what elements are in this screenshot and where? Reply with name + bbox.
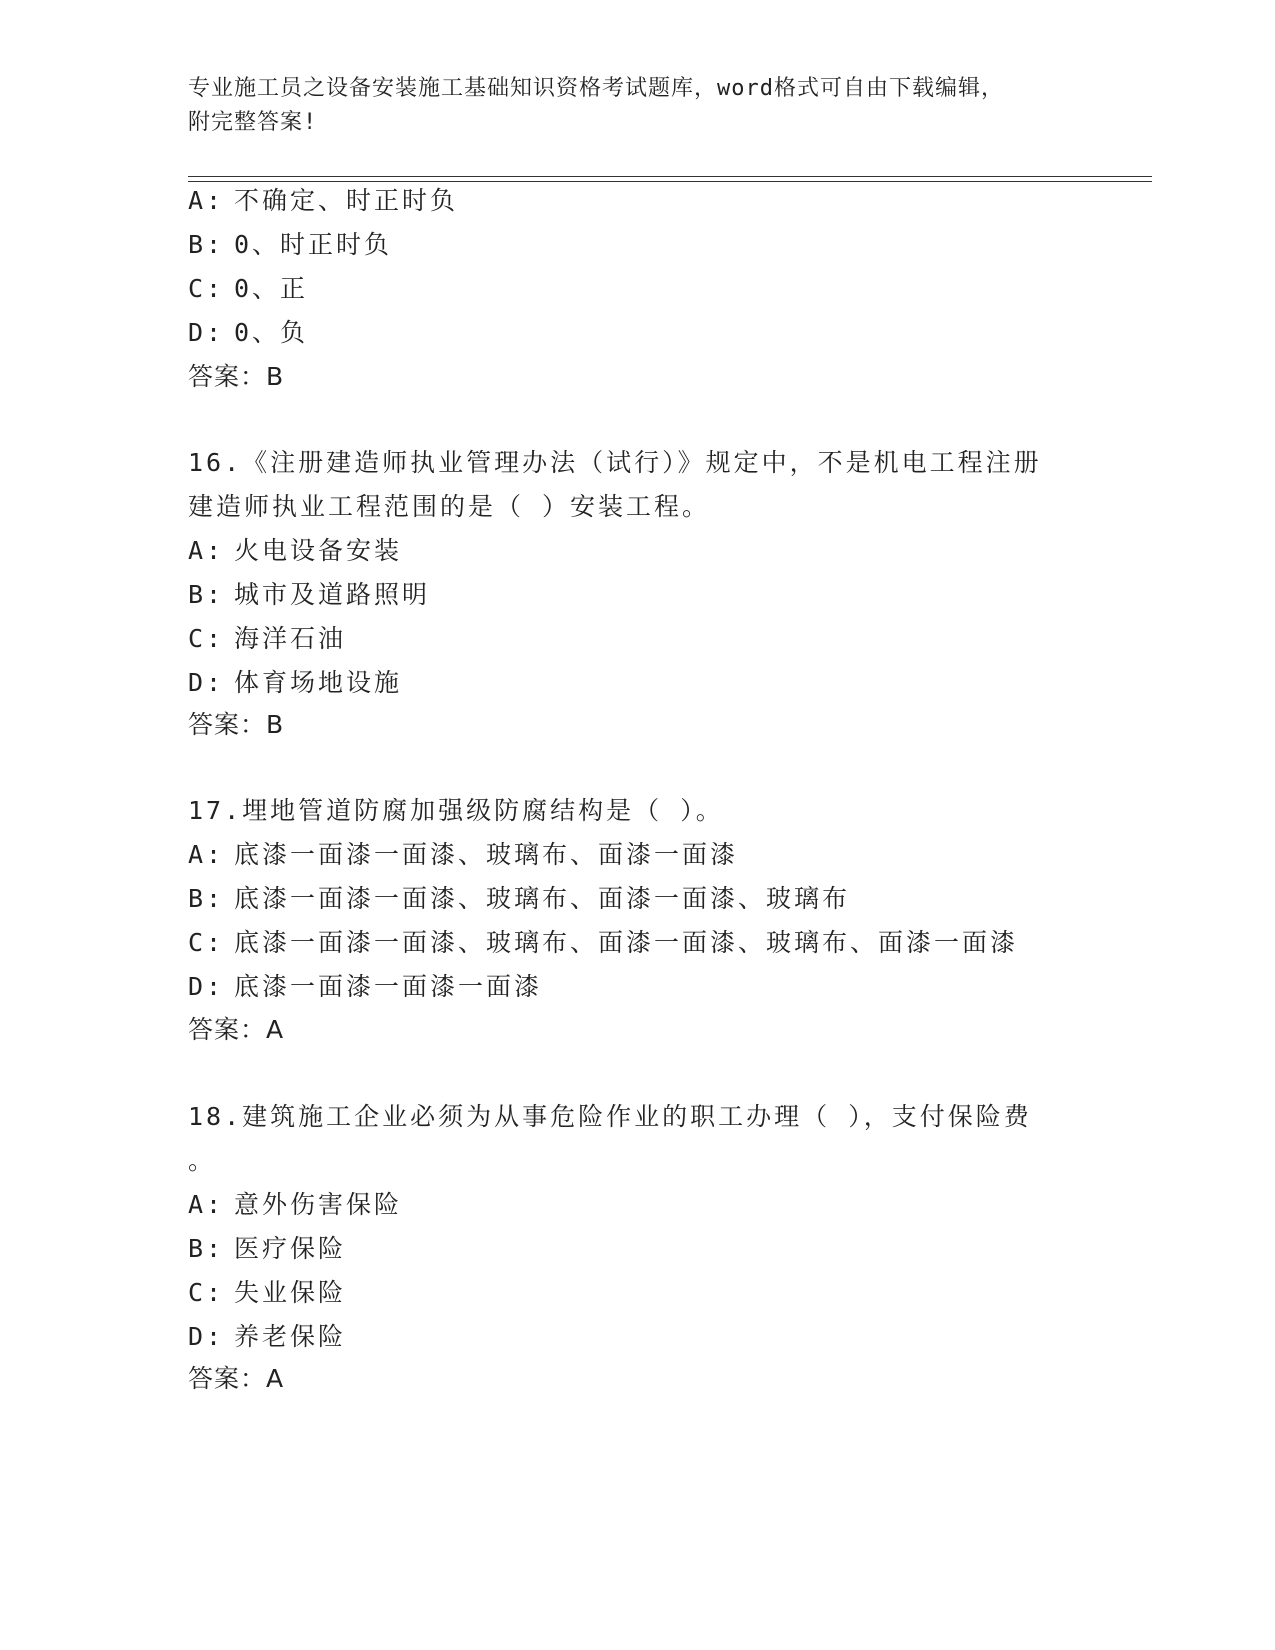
option-d xyxy=(188,970,542,1004)
option-text: 失业保险 xyxy=(234,1278,347,1307)
option-label: D: xyxy=(188,318,225,347)
option-b xyxy=(188,882,850,916)
option-text: 养老保险 xyxy=(234,1322,347,1351)
answer-line: 答案：A xyxy=(188,1015,285,1044)
option-text: 底漆一面漆一面漆、玻璃布、面漆一面漆、玻璃布 xyxy=(234,884,851,913)
question-stem: 16.《注册建造师执业管理办法（试行）》规定中，不是机电工程注册 xyxy=(188,448,1042,477)
option-text: 底漆一面漆一面漆一面漆 xyxy=(234,972,543,1001)
option-c xyxy=(188,622,346,656)
option-label: A: xyxy=(188,840,225,869)
option-label: C: xyxy=(188,1278,225,1307)
option-b xyxy=(188,578,430,612)
header-line-1: 专业施工员之设备安装施工基础知识资格考试题库，word格式可自由下载编辑， xyxy=(188,76,1004,101)
header-divider-bottom xyxy=(188,181,1152,182)
option-c xyxy=(188,926,1018,960)
option-b xyxy=(188,228,392,262)
option-label: B: xyxy=(188,884,225,913)
option-label: D: xyxy=(188,1322,225,1351)
option-text: 0、时正时负 xyxy=(234,230,393,259)
option-label: A: xyxy=(188,1190,225,1219)
option-a xyxy=(188,184,458,218)
option-c xyxy=(188,1276,346,1310)
header-divider-top xyxy=(188,176,1152,177)
option-d xyxy=(188,316,308,350)
option-d xyxy=(188,666,402,700)
question-stem-continued: 建造师执业工程范围的是（ ）安装工程。 xyxy=(188,492,711,521)
option-label: C: xyxy=(188,928,225,957)
option-text: 底漆一面漆一面漆、玻璃布、面漆一面漆 xyxy=(234,840,739,869)
option-text: 0、正 xyxy=(234,274,309,303)
option-b xyxy=(188,1232,346,1266)
option-d xyxy=(188,1320,346,1354)
option-label: C: xyxy=(188,274,225,303)
option-text: 体育场地设施 xyxy=(234,668,403,697)
option-text: 底漆一面漆一面漆、玻璃布、面漆一面漆、玻璃布、面漆一面漆 xyxy=(234,928,1019,957)
option-text: 医疗保险 xyxy=(234,1234,347,1263)
question-stem-continued: 。 xyxy=(188,1146,217,1175)
option-a xyxy=(188,534,402,568)
option-text: 意外伤害保险 xyxy=(234,1190,403,1219)
option-text: 0、负 xyxy=(234,318,309,347)
option-a xyxy=(188,838,738,872)
option-label: A: xyxy=(188,536,225,565)
question-stem: 17.埋地管道防腐加强级防腐结构是（ ）。 xyxy=(188,796,724,825)
option-text: 不确定、时正时负 xyxy=(234,186,459,215)
answer-line: 答案：B xyxy=(188,710,285,739)
option-c xyxy=(188,272,308,306)
option-text: 火电设备安装 xyxy=(234,536,403,565)
header-line-2: 附完整答案! xyxy=(188,110,318,135)
option-label: D: xyxy=(188,972,225,1001)
option-label: B: xyxy=(188,580,225,609)
option-text: 海洋石油 xyxy=(234,624,347,653)
option-label: B: xyxy=(188,230,225,259)
answer-line: 答案：A xyxy=(188,1364,285,1393)
option-a xyxy=(188,1188,402,1222)
option-text: 城市及道路照明 xyxy=(234,580,431,609)
document-header xyxy=(188,72,1088,140)
option-label: A: xyxy=(188,186,225,215)
option-label: C: xyxy=(188,624,225,653)
answer-line: 答案：B xyxy=(188,362,285,391)
option-label: B: xyxy=(188,1234,225,1263)
question-stem: 18.建筑施工企业必须为从事危险作业的职工办理（ ），支付保险费 xyxy=(188,1102,1032,1131)
option-label: D: xyxy=(188,668,225,697)
